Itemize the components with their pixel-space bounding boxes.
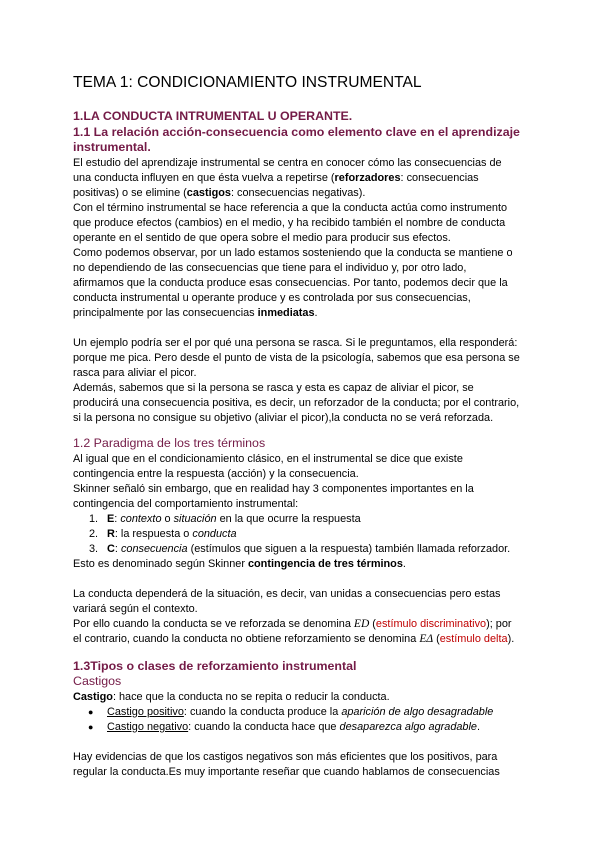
paragraph-line: afirmamos que la conducta produce esas consecuencias. Por tanto, podemos decir que la xyxy=(73,277,508,289)
paragraph-line: positivas) o se elimine (castigos: consecuencias negativas). xyxy=(73,187,366,199)
list-item: R: la respuesta o conducta xyxy=(107,528,237,540)
list-item: E: contexto o situación en la que ocurre la respuesta xyxy=(107,513,361,525)
paragraph-line: el contrario, cuando la conducta no obtiene reforzamiento se denomina EΔ (estímulo delta). xyxy=(73,633,515,645)
paragraph-line: que produce efectos (cambios) en el medio, y ha recibido también el nombre de conducta xyxy=(73,217,506,229)
paragraph-line: Castigo: hace que la conducta no se repita o reducir la conducta. xyxy=(73,691,390,703)
section-heading-1: 1.LA CONDUCTA INTRUMENTAL U OPERANTE. xyxy=(73,109,353,123)
paragraph-line: contingencia entre la respuesta (acción) y la consecuencia. xyxy=(73,468,359,480)
document-title: TEMA 1: CONDICIONAMIENTO INSTRUMENTAL xyxy=(73,74,422,91)
bullet-icon: ● xyxy=(88,722,94,732)
list-item-number: 1. xyxy=(89,513,99,525)
paragraph-line: Por ello cuando la conducta se ve reforzada se denomina ED (estímulo discriminativo); por xyxy=(73,618,512,630)
paragraph-line: producirá una consecuencia positiva, es decir, un reforzador de la conducta; por el contrario, xyxy=(73,397,520,409)
paragraph-line: operante en el sentido de que opera sobre el medio para producir sus efectos. xyxy=(73,232,451,244)
heading-castigos: Castigos xyxy=(73,674,122,688)
list-item: Castigo negativo: cuando la conducta hace que desaparezca algo agradable. xyxy=(107,721,480,733)
paragraph-line: Esto es denominado según Skinner contingencia de tres términos. xyxy=(73,558,406,570)
paragraph-line: Con el término instrumental se hace referencia a que la conducta actúa como instrumento xyxy=(73,202,508,214)
paragraph-line: variará según el contexto. xyxy=(73,603,198,615)
paragraph-line: no dependiendo de las consecuencias que tiene para el individuo y, por otro lado, xyxy=(73,262,467,274)
paragraph-line: El estudio del aprendizaje instrumental se centra en conocer cómo las consecuencias de xyxy=(73,157,502,169)
paragraph-line: contingencia del comportamiento instrumental: xyxy=(73,498,299,510)
paragraph-line: una conducta influyen en que ésta vuelva a repetirse (reforzadores: consecuencias xyxy=(73,172,479,184)
paragraph-line: si la persona no consigue su objetivo (aliviar el picor),la conducta no se verá reforzada. xyxy=(73,412,494,424)
list-item-number: 3. xyxy=(89,543,99,555)
paragraph-line: regular la conducta.Es muy importante reseñar que cuando hablamos de consecuencias xyxy=(73,766,500,778)
paragraph-line: conducta instrumental u operante produce y es controlada por sus consecuencias, xyxy=(73,292,471,304)
subsection-heading-1-1-line2: instrumental. xyxy=(73,140,151,154)
paragraph-line: Hay evidencias de que los castigos negativos son más eficientes que los positivos, para xyxy=(73,751,498,763)
paragraph-line: Un ejemplo podría ser el por qué una persona se rasca. Si le preguntamos, ella responderá: xyxy=(73,337,518,349)
bullet-icon: ● xyxy=(88,707,94,717)
paragraph-line: principalmente por las consecuencias inmediatas. xyxy=(73,307,318,319)
paragraph-line: rasca para aliviar el picor. xyxy=(73,367,197,379)
subsection-heading-1-3: 1.3Tipos o clases de reforzamiento instrumental xyxy=(73,659,357,673)
subsection-heading-1-2: 1.2 Paradigma de los tres términos xyxy=(73,436,266,450)
paragraph-line: Como podemos observar, por un lado estamos sosteniendo que la conducta se mantiene o xyxy=(73,247,513,259)
paragraph-line: Además, sabemos que si la persona se rasca y esta es capaz de aliviar el picor, se xyxy=(73,382,474,394)
paragraph-line: Al igual que en el condicionamiento clásico, en el instrumental se dice que existe xyxy=(73,453,463,465)
list-item: C: consecuencia (estímulos que siguen a la respuesta) también llamada reforzador. xyxy=(107,543,511,555)
subsection-heading-1-1-line1: 1.1 La relación acción-consecuencia como elemento clave en el aprendizaje xyxy=(73,125,520,139)
paragraph-line: porque me pica. Pero desde el punto de vista de la psicología, sabemos que esa persona se xyxy=(73,352,520,364)
paragraph-line: La conducta dependerá de la situación, es decir, van unidas a consecuencias pero estas xyxy=(73,588,501,600)
list-item: Castigo positivo: cuando la conducta produce la aparición de algo desagradable xyxy=(107,706,494,718)
paragraph-line: Skinner señaló sin embargo, que en realidad hay 3 componentes importantes en la xyxy=(73,483,474,495)
list-item-number: 2. xyxy=(89,528,99,540)
